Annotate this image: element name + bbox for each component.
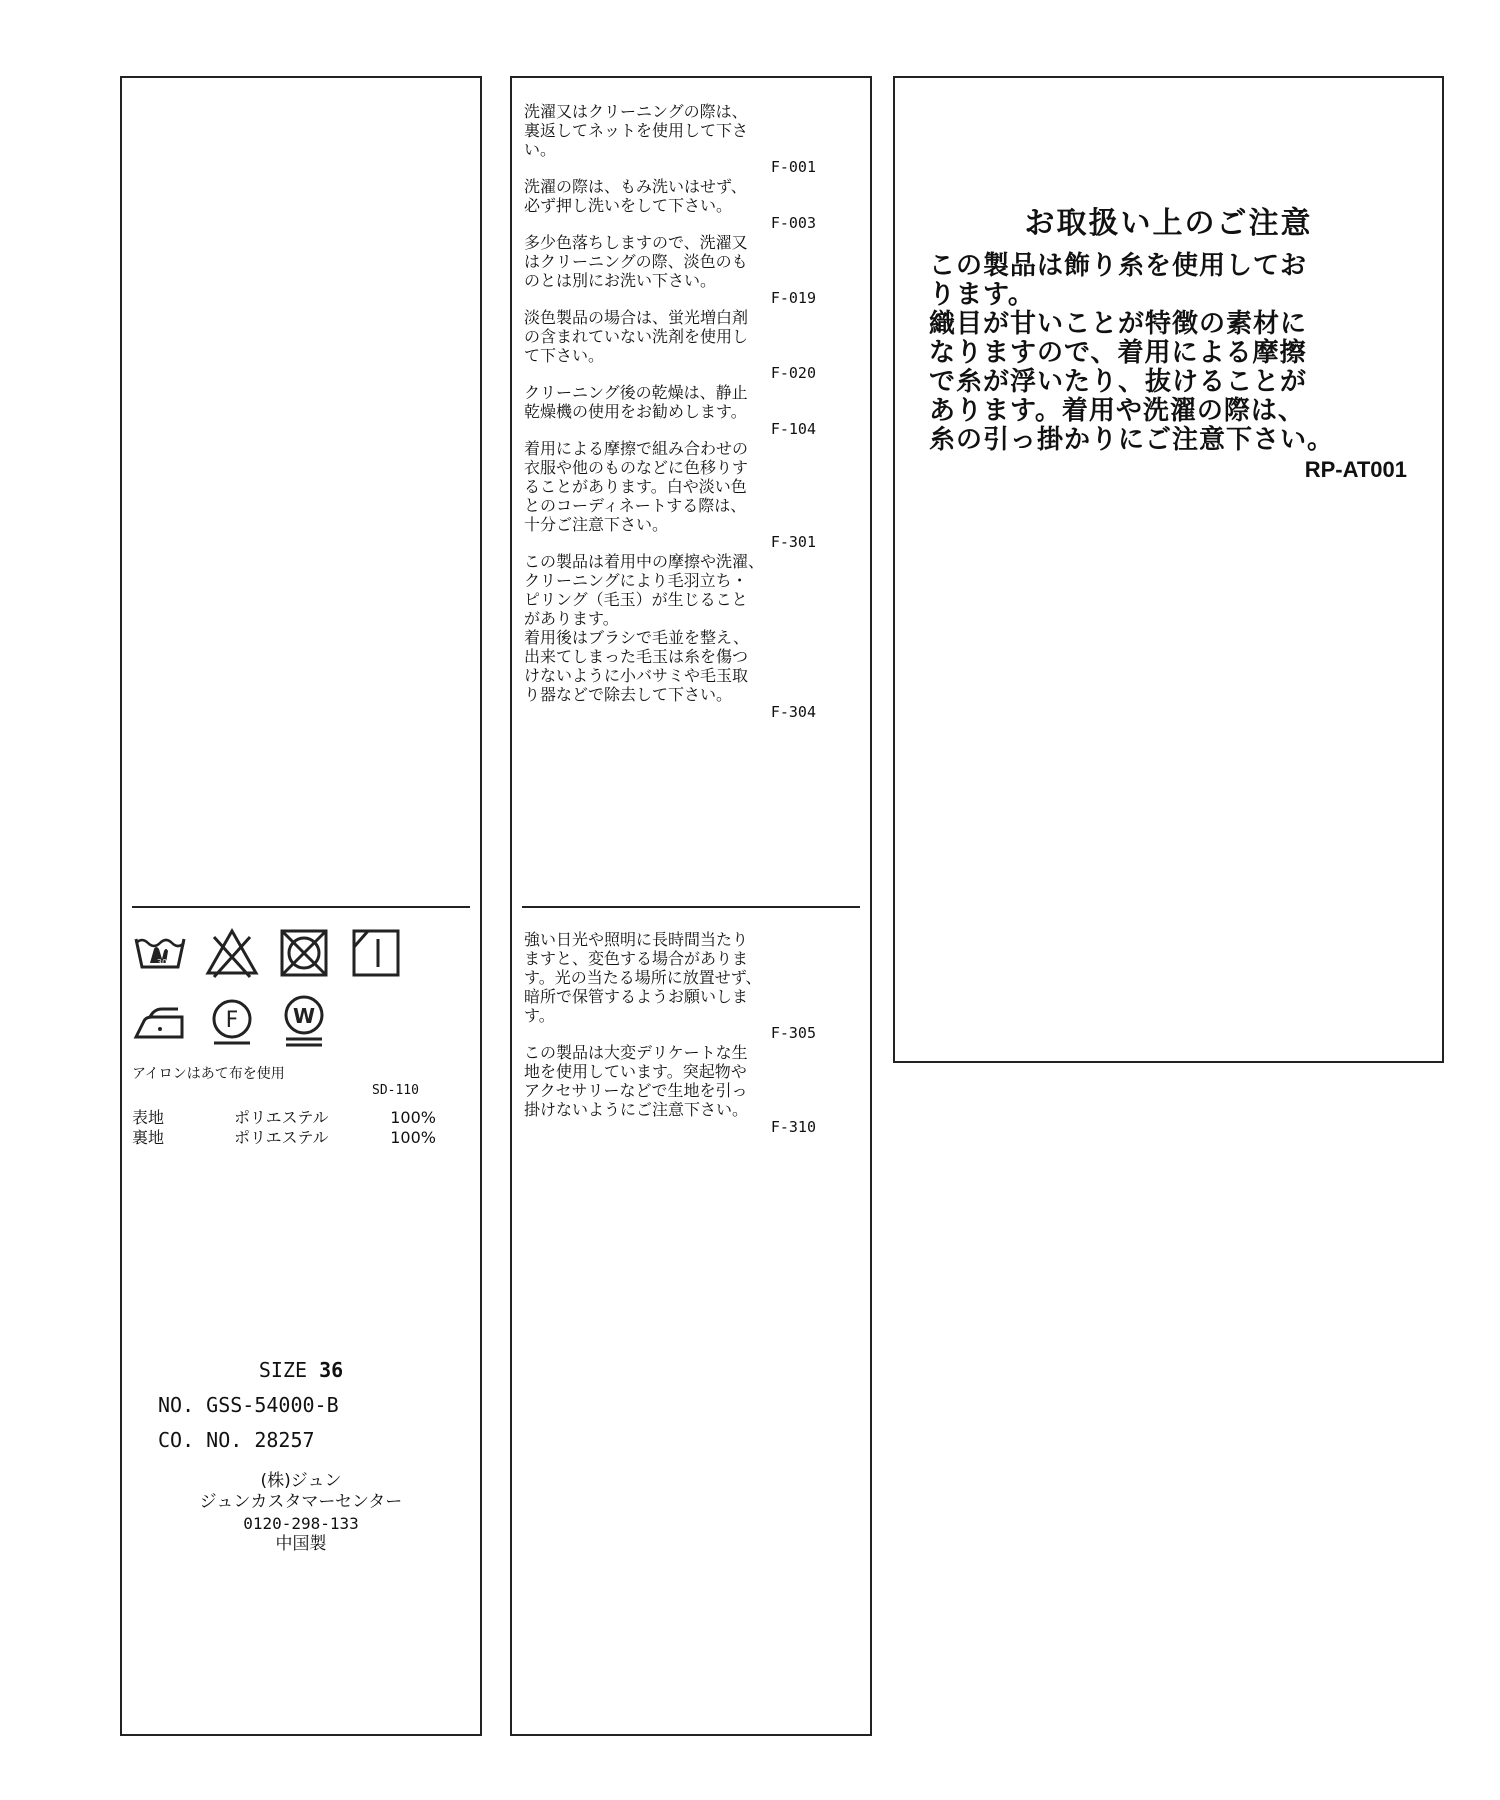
svg-text:30: 30: [156, 958, 168, 967]
line-dry-icon: [348, 925, 404, 981]
material-row: [132, 1128, 462, 1148]
care-notes-top: [524, 102, 816, 722]
customer-center: ジュンカスタマーセンター: [199, 1492, 403, 1512]
care-label-middle: [510, 76, 872, 1736]
care-note: [524, 177, 816, 233]
svg-text:W: W: [292, 1004, 316, 1028]
care-note: [524, 552, 816, 722]
material-part: 裏地: [132, 1128, 165, 1147]
care-note-text: 多少色落ちしますので、洗濯又 はクリーニングの際、淡色のも のとは別にお洗い下さい。: [524, 233, 748, 290]
material-part: 表地: [132, 1108, 165, 1127]
material-fiber: ポリエステル: [234, 1108, 329, 1127]
material-row: [132, 1108, 462, 1128]
care-note-code: F-304: [770, 703, 816, 721]
size-line: [122, 1358, 480, 1382]
no-tumble-dry-icon: [276, 925, 332, 981]
caution-line: 糸の引っ掛かりにご注意下さい。: [929, 425, 1335, 455]
care-note-text: 洗濯の際は、もみ洗いはせず、 必ず押し洗いをして下さい。: [524, 177, 747, 215]
care-note: [524, 308, 816, 383]
care-note-text: 洗濯又はクリーニングの際は、 裏返してネットを使用して下さ い。: [524, 102, 749, 159]
care-note-code: F-001: [770, 158, 816, 176]
caution-line: あります。着用や洗濯の際は、: [929, 396, 1305, 426]
caution-line: この製品は飾り糸を使用してお: [929, 251, 1308, 281]
care-notes-bottom: [524, 930, 816, 1137]
care-note-text: 強い日光や照明に長時間当たり ますと、変色する場合がありま す。光の当たる場所に放置せず、 暗所で保管するようお願いしま す。: [524, 930, 762, 1025]
care-note-text: この製品は大変デリケートな生 地を使用しています。突起物や アクセサリーなどで生地を引っ 掛けないようにご注意下さい。: [524, 1043, 749, 1119]
style-number: NO. GSS-54000-B: [158, 1393, 339, 1417]
care-note-text: 淡色製品の場合は、蛍光増白剤 の含まれていない洗剤を使用し て下さい。: [524, 308, 749, 365]
care-note-code: F-020: [770, 364, 816, 382]
iron-low-icon: [132, 993, 188, 1049]
care-note: [524, 930, 816, 1043]
hand-wash-30-icon: [132, 925, 188, 981]
co-number: CO. NO. 28257: [158, 1428, 315, 1452]
care-symbols: [132, 924, 432, 1050]
wet-clean-w-icon: [276, 993, 332, 1049]
caution-line: で糸が浮いたり、抜けることが: [929, 367, 1308, 397]
customer-phone: 0120-298-133: [243, 1514, 359, 1533]
care-note: [524, 383, 816, 439]
caution-body: [929, 252, 1429, 484]
caution-line: 織目が甘いことが特徴の素材に: [929, 309, 1308, 339]
svg-text:F: F: [225, 1008, 239, 1033]
care-note: [524, 1043, 816, 1137]
care-note-code: F-003: [770, 214, 816, 232]
care-note-code: F-305: [770, 1024, 816, 1042]
maker-company: (株)ジュン: [260, 1471, 342, 1491]
care-note-text: クリーニング後の乾燥は、静止 乾燥機の使用をお勧めします。: [524, 383, 748, 421]
material-percent: 100%: [390, 1128, 436, 1147]
caution-line: なりますので、着用による摩擦: [929, 338, 1307, 368]
care-note-code: F-019: [770, 289, 816, 307]
label-divider: [132, 906, 470, 908]
sd-code: SD-110: [372, 1083, 419, 1098]
care-note-code: F-310: [770, 1118, 816, 1136]
dry-clean-f-icon: [204, 993, 260, 1049]
caution-code: RP-AT001: [1304, 457, 1407, 482]
care-note-code: F-104: [770, 420, 816, 438]
caution-label: [893, 76, 1444, 1063]
caution-line: ります。: [929, 280, 1035, 310]
iron-note: アイロンはあて布を使用: [132, 1066, 285, 1082]
caution-title: お取扱い上のご注意: [1024, 206, 1313, 241]
care-label-left: [120, 76, 482, 1736]
material-percent: 100%: [390, 1108, 436, 1127]
care-note-text: 着用による摩擦で組み合わせの 衣服や他のものなどに色移りす ることがあります。白や淡い色 とのコーディネートする際は、 十分ご注意下さい。: [524, 439, 749, 534]
care-note: [524, 233, 816, 308]
label-divider: [522, 906, 860, 908]
size-value: 36: [319, 1358, 344, 1382]
care-note: [524, 439, 816, 552]
care-note: [524, 102, 816, 177]
care-note-code: F-301: [770, 533, 816, 551]
size-label: SIZE: [258, 1358, 308, 1382]
material-fiber: ポリエステル: [234, 1128, 329, 1147]
no-bleach-icon: [204, 925, 260, 981]
care-note-text: この製品は着用中の摩擦や洗濯、 クリーニングにより毛羽立ち・ ピリング（毛玉）が生じること があります。 着用後はブラシで毛並を整え、 出来てしまった毛玉は糸を傷つ けないように小バサミや毛玉取 り器などで除去して下さい。: [524, 552, 765, 704]
country-of-origin: 中国製: [275, 1534, 327, 1554]
